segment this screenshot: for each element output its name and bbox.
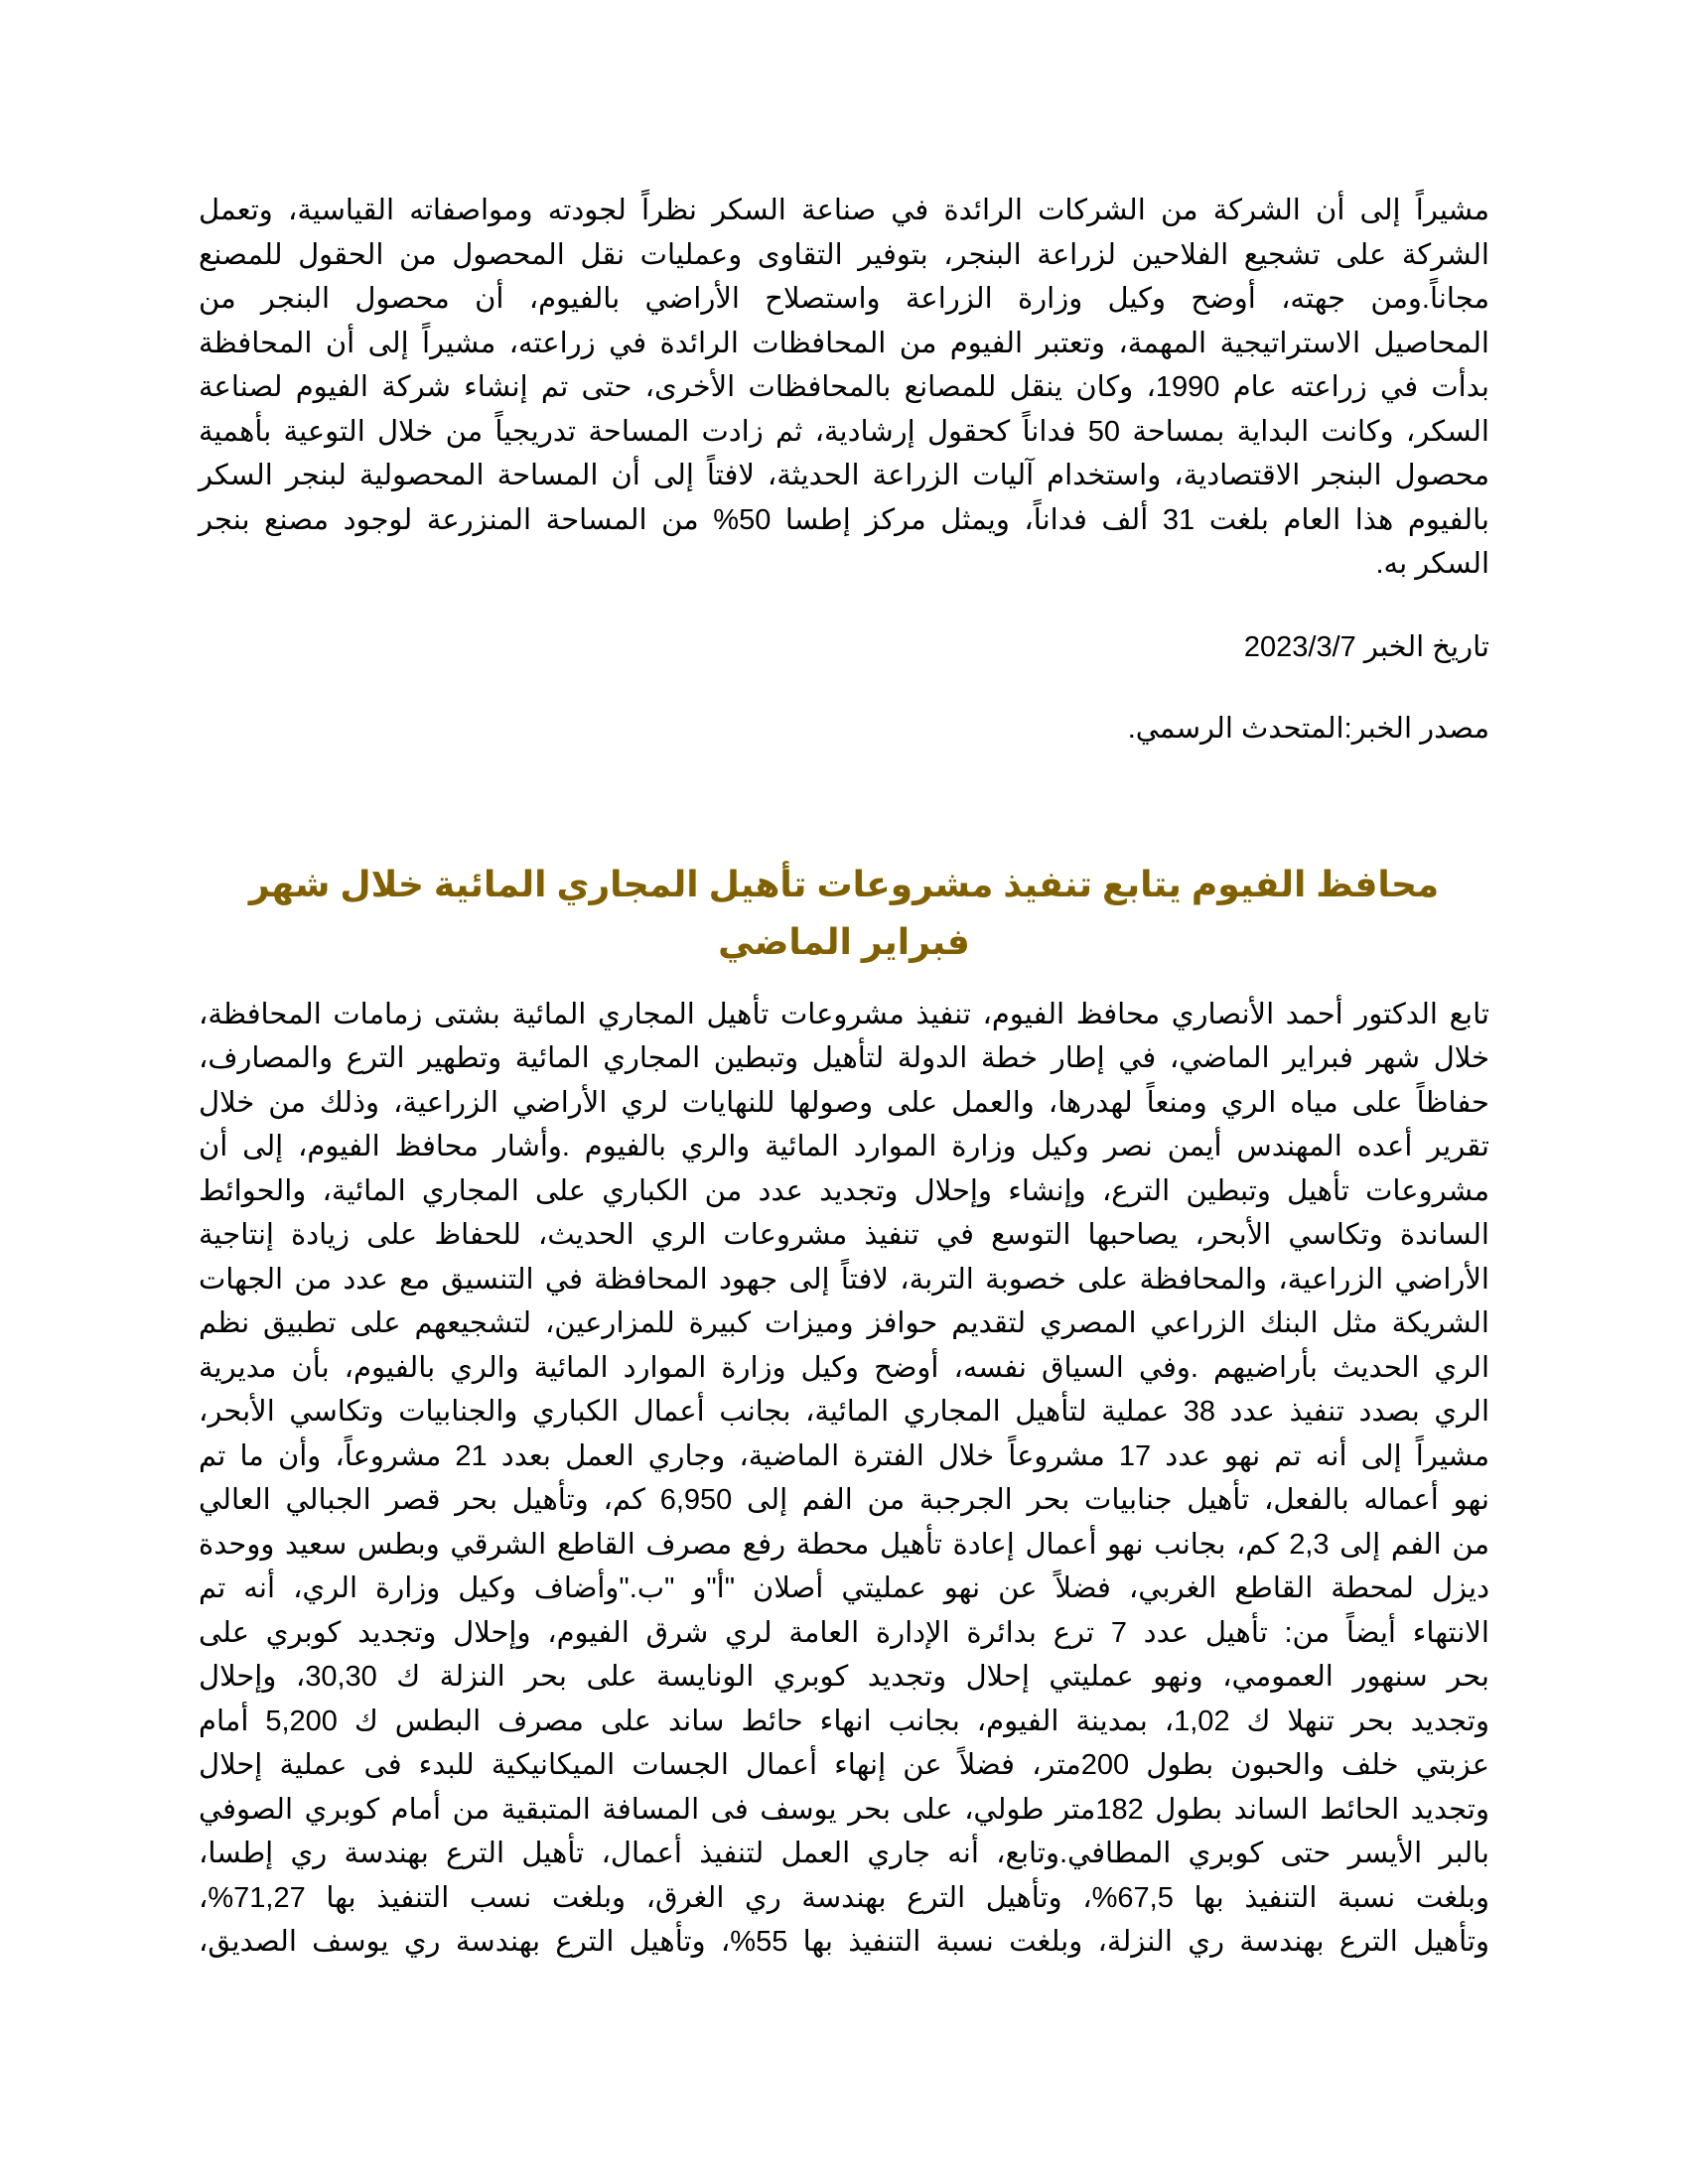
body-line: الشريكة مثل البنك الزراعي المصري لتقديم حوافز وميزات كبيرة للمزارعين، لتشجيعهم على تطبيق نظم <box>199 1307 1489 1339</box>
article-title: محافظ الفيوم يتابع تنفيذ مشروعات تأهيل المجاري المائية خلال شهر فبراير الماضي <box>248 863 1440 962</box>
intro-line: محصول البنجر الاقتصادية، واستخدام آليات الزراعة الحديثة، لافتاً إلى أن المساحة المحصولية لبنجر السكر <box>199 460 1489 491</box>
body-line: مشيراً إلى أنه تم نهو عدد 17 مشروعاً خلال الفترة الماضية، وجاري العمل بعدد 21 مشروعاً، وأن ما تم <box>199 1439 1489 1472</box>
news-source: مصدر الخبر:المتحدث الرسمي. <box>1127 712 1489 745</box>
body-line: وتجديد الحائط الساند بطول 182متر طولي، على بحر يوسف فى المسافة المتبقية من أمام كوبري الصوفي <box>199 1793 1489 1826</box>
intro-line: السكر، وكانت البداية بمساحة 50 فداناً كحقول إرشادية، ثم زادت المساحة تدريجياً من خلال التوعية بأهمية <box>199 415 1489 448</box>
intro-line: مشيراً إلى أن الشركة من الشركات الرائدة في صناعة السكر نظراً لجودته ومواصفاته القياسية، وتعمل <box>199 195 1489 226</box>
body-line: ديزل لمحطة القاطع الغربي، فضلاً عن نهو عمليتي أصلان "أ"و "ب."وأضاف وكيل وزارة الري، أنه تم <box>199 1572 1489 1604</box>
body-line: مشروعات تأهيل وتبطين الترع، وإنشاء وإحلال وتجديد عدد من الكباري على المجاري المائية، والحوائط <box>199 1174 1489 1207</box>
intro-line: الشركة على تشجيع الفلاحين لزراعة البنجر، بتوفير التقاوى وعمليات نقل المحصول من الحقول للمصنع <box>199 238 1489 271</box>
body-line: وتأهيل الترع بهندسة ري النزلة، وبلغت نسبة التنفيذ بها 55%، وتأهيل الترع بهندسة ري يوسف الصديق، <box>199 1926 1489 1958</box>
body-line: وبلغت نسبة التنفيذ بها 67,5%، وتأهيل الترع بهندسة ري الغرق، وبلغت نسب التنفيذ بها 71,27%، <box>199 1881 1489 1914</box>
body-line: الساندة وتكاسي الأبحر، يصاحبها التوسع في تنفيذ مشروعات الري الحديث، للحفاظ على زيادة إنتاجية <box>199 1219 1489 1251</box>
document-page <box>199 189 1489 1965</box>
intro-line: المحاصيل الاستراتيجية المهمة، وتعتبر الفيوم من المحافظات الرائدة في زراعته، مشيراً إلى أن المحافظة <box>199 327 1489 359</box>
intro-line: السكر به. <box>1375 548 1489 580</box>
body-line: عزبتي خلف والحبون بطول 200متر، فضلاً عن إنهاء أعمال الجسات الميكانيكية للبدء فى عملية إحلال <box>199 1749 1489 1781</box>
body-line: بحر سنهور العمومي، ونهو عمليتي إحلال وتجديد كوبري الونايسة على بحر النزلة ك 30,30، وإحلال <box>199 1661 1490 1693</box>
body-line: بالبر الأيسر حتى كوبري المطافي.وتابع، أنه جاري العمل لتنفيذ أعمال، تأهيل الترع بهندسة ري إطسا، <box>199 1838 1489 1869</box>
article-body <box>199 993 1489 1965</box>
body-line: نهو أعماله بالفعل، تأهيل جنابيات بحر الجرجبة من الفم إلى 6,950 كم، وتأهيل بحر قصر الجبالي العالي <box>199 1484 1489 1516</box>
body-line: تابع الدكتور أحمد الأنصاري محافظ الفيوم، تنفيذ مشروعات تأهيل المجاري المائية بشتى زمامات المحافظة، <box>199 998 1489 1030</box>
body-line: وتجديد بحر تنهلا ك 1,02، بمدينة الفيوم، بجانب انهاء حائط ساند على مصرف البطس ك 5,200 أمام <box>199 1705 1489 1737</box>
body-line: من الفم إلى 2,3 كم، بجانب نهو أعمال إعادة تأهيل محطة رفع مصرف القاطع الشرقي وبطس سعيد ووحدة <box>199 1528 1489 1561</box>
body-line: خلال شهر فبراير الماضي، في إطار خطة الدولة لتأهيل وتبطين المجاري المائية وتطهير الترع والمصارف، <box>199 1042 1489 1074</box>
intro-paragraph <box>199 189 1489 587</box>
body-line: الري بصدد تنفيذ عدد 38 عملية لتأهيل المجاري المائية، بجانب أعمال الكباري والجنابيات وتكاسي الأبحر، <box>199 1396 1489 1428</box>
body-line: الري الحديث بأراضيهم .وفي السياق نفسه، أوضح وكيل وزارة الموارد المائية والري بالفيوم، بأن مديرية <box>199 1351 1489 1384</box>
intro-line: مجاناً.ومن جهته، أوضح وكيل وزارة الزراعة واستصلاح الأراضي بالفيوم، أن محصول البنجر من <box>199 283 1489 315</box>
body-line: الأراضي الزراعية، والمحافظة على خصوبة التربة، لافتاً إلى جهود المحافظة في التنسيق مع عدد من الجهات <box>199 1263 1489 1296</box>
body-line: تقرير أعده المهندس أيمن نصر وكيل وزارة الموارد المائية والري بالفيوم .وأشار محافظ الفيوم، إلى أن <box>199 1131 1489 1162</box>
body-line: حفاظاً على مياه الري ومنعاً لهدرها، والعمل على وصولها للنهايات لري الأراضي الزراعية، وذلك من خلال <box>199 1086 1489 1119</box>
intro-line: بالفيوم هذا العام بلغت 31 ألف فداناً، ويمثل مركز إطسا 50% من المساحة المنزرعة لوجود مصنع بنجر <box>199 503 1489 536</box>
intro-line: بدأت في زراعته عام 1990، وكان ينقل للمصانع بالمحافظات الأخرى، حتى تم إنشاء شركة الفيوم لصناعة <box>199 371 1489 403</box>
news-date: تاريخ الخبر 2023/3/7 <box>1243 630 1489 663</box>
body-line: الانتهاء أيضاً من: تأهيل عدد 7 ترع بدائرة الإدارة العامة لري شرق الفيوم، وإحلال وتجديد كوبري على <box>199 1616 1489 1649</box>
